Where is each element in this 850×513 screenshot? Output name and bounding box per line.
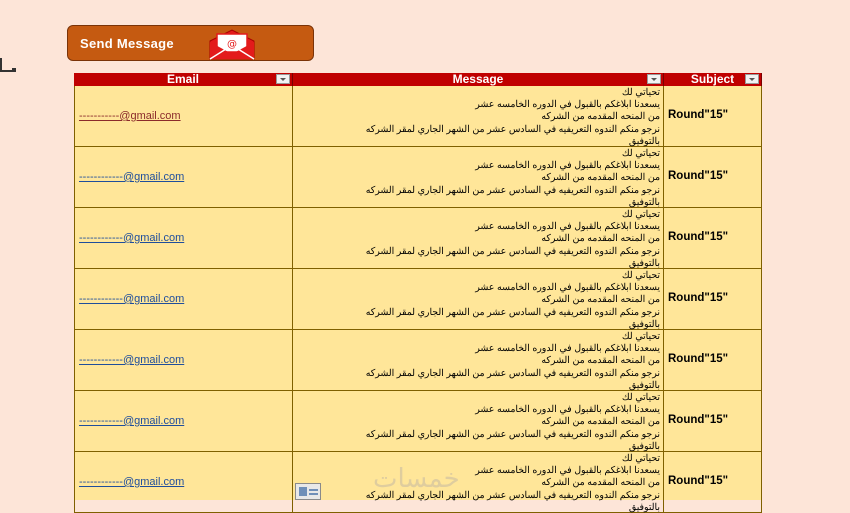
- message-line: نرجو منكم الندوه التعريفيه في السادس عشر من الشهر الجاري لمقر الشركه: [365, 305, 660, 317]
- email-cell[interactable]: [74, 391, 293, 452]
- email-link[interactable]: ------------@gmail.com: [79, 476, 185, 488]
- subject-cell[interactable]: [664, 269, 762, 330]
- header-message-label: Message: [452, 72, 504, 86]
- message-line: نرجو منكم الندوه التعريفيه في السادس عشر من الشهر الجاري لمقر الشركه: [365, 183, 660, 195]
- message-line: من المنحه المقدمه من الشركه: [541, 476, 660, 488]
- message-line: نرجو منكم الندوه التعريفيه في السادس عشر من الشهر الجاري لمقر الشركه: [365, 366, 660, 378]
- filter-dropdown-icon[interactable]: [647, 74, 661, 84]
- message-line: يسعدنا ابلاغكم بالقبول في الدوره الخامسه عشر: [475, 98, 660, 110]
- subject-cell[interactable]: [664, 452, 762, 513]
- email-link[interactable]: ------------@gmail.com: [79, 232, 185, 244]
- message-cell[interactable]: [293, 330, 664, 391]
- email-link[interactable]: ------------@gmail.com: [79, 293, 185, 305]
- subject-cell[interactable]: [664, 86, 762, 147]
- message-line: نرجو منكم الندوه التعريفيه في السادس عشر من الشهر الجاري لمقر الشركه: [365, 488, 660, 500]
- subject-text: Round"15": [668, 109, 729, 121]
- header-email[interactable]: [74, 73, 293, 86]
- message-line: يسعدنا ابلاغكم بالقبول في الدوره الخامسه عشر: [475, 159, 660, 171]
- message-cell[interactable]: [293, 269, 664, 330]
- message-line: يسعدنا ابلاغكم بالقبول في الدوره الخامسه عشر: [475, 403, 660, 415]
- message-line: تحياتي لك: [621, 147, 660, 158]
- message-cell[interactable]: [293, 391, 664, 452]
- subject-text: Round"15": [668, 292, 729, 304]
- table-row: [74, 330, 762, 391]
- message-line: نرجو منكم الندوه التعريفيه في السادس عشر من الشهر الجاري لمقر الشركه: [365, 427, 660, 439]
- table-row: [74, 391, 762, 452]
- subject-cell[interactable]: [664, 208, 762, 269]
- message-line: تحياتي لك: [621, 208, 660, 219]
- subject-text: Round"15": [668, 170, 729, 182]
- envelope-email-icon: [208, 28, 256, 65]
- message-line: بالتوفيق: [628, 439, 660, 451]
- message-line: بالتوفيق: [628, 500, 660, 512]
- email-link[interactable]: ------------@gmail.com: [79, 415, 185, 427]
- subject-cell[interactable]: [664, 391, 762, 452]
- message-line: تحياتي لك: [621, 452, 660, 463]
- message-line: تحياتي لك: [621, 330, 660, 341]
- subject-cell[interactable]: [664, 330, 762, 391]
- message-text: [293, 86, 663, 147]
- email-cell[interactable]: [74, 86, 293, 147]
- table-row: [74, 269, 762, 330]
- header-subject-label: Subject: [690, 72, 735, 86]
- message-line: من المنحه المقدمه من الشركه: [541, 354, 660, 366]
- message-line: تحياتي لك: [621, 269, 660, 280]
- message-line: يسعدنا ابلاغكم بالقبول في الدوره الخامسه عشر: [475, 281, 660, 293]
- filter-dropdown-icon[interactable]: [276, 74, 290, 84]
- subject-text: Round"15": [668, 414, 729, 426]
- message-line: بالتوفيق: [628, 195, 660, 207]
- email-cell[interactable]: [74, 452, 293, 513]
- message-cell[interactable]: [293, 147, 664, 208]
- send-message-button[interactable]: [67, 25, 314, 61]
- message-text: [293, 147, 663, 208]
- subject-text: Round"15": [668, 475, 729, 487]
- send-message-label: Send Message: [80, 36, 174, 51]
- message-line: بالتوفيق: [628, 317, 660, 329]
- sheet-corner-icon: [0, 58, 14, 72]
- email-link[interactable]: -----------@gmail.com: [79, 110, 181, 122]
- message-line: تحياتي لك: [621, 86, 660, 97]
- table-row: [74, 86, 762, 147]
- message-text: [293, 330, 663, 391]
- table-row: [74, 208, 762, 269]
- message-text: [293, 269, 663, 330]
- header-subject[interactable]: [664, 73, 762, 86]
- message-line: بالتوفيق: [628, 256, 660, 268]
- message-cell[interactable]: [293, 452, 664, 513]
- message-text: [293, 452, 663, 513]
- message-line: تحياتي لك: [621, 391, 660, 402]
- watermark-text: خمسات: [373, 464, 460, 494]
- email-cell[interactable]: [74, 147, 293, 208]
- email-cell[interactable]: [74, 330, 293, 391]
- email-table: [74, 72, 762, 512]
- message-line: بالتوفيق: [628, 378, 660, 390]
- message-line: يسعدنا ابلاغكم بالقبول في الدوره الخامسه عشر: [475, 220, 660, 232]
- email-cell[interactable]: [74, 269, 293, 330]
- svg-text:@: @: [227, 39, 237, 50]
- message-line: من المنحه المقدمه من الشركه: [541, 110, 660, 122]
- message-line: من المنحه المقدمه من الشركه: [541, 293, 660, 305]
- message-line: من المنحه المقدمه من الشركه: [541, 171, 660, 183]
- message-line: بالتوفيق: [628, 134, 660, 146]
- message-cell[interactable]: [293, 208, 664, 269]
- subject-text: Round"15": [668, 353, 729, 365]
- header-email-label: Email: [166, 72, 199, 86]
- subject-text: Round"15": [668, 231, 729, 243]
- email-link[interactable]: ------------@gmail.com: [79, 171, 185, 183]
- header-message[interactable]: [293, 73, 664, 86]
- filter-dropdown-icon[interactable]: [745, 74, 759, 84]
- table-row: [74, 147, 762, 208]
- message-cell[interactable]: [293, 86, 664, 147]
- subject-cell[interactable]: [664, 147, 762, 208]
- email-link[interactable]: ------------@gmail.com: [79, 354, 185, 366]
- email-cell[interactable]: [74, 208, 293, 269]
- message-text: [293, 208, 663, 269]
- message-text: [293, 391, 663, 452]
- message-line: من المنحه المقدمه من الشركه: [541, 415, 660, 427]
- message-line: من المنحه المقدمه من الشركه: [541, 232, 660, 244]
- message-line: نرجو منكم الندوه التعريفيه في السادس عشر من الشهر الجاري لمقر الشركه: [365, 122, 660, 134]
- message-line: يسعدنا ابلاغكم بالقبول في الدوره الخامسه عشر: [475, 342, 660, 354]
- paste-options-icon[interactable]: [295, 483, 321, 500]
- message-line: يسعدنا ابلاغكم بالقبول في الدوره الخامسه عشر: [475, 464, 660, 476]
- message-line: نرجو منكم الندوه التعريفيه في السادس عشر من الشهر الجاري لمقر الشركه: [365, 244, 660, 256]
